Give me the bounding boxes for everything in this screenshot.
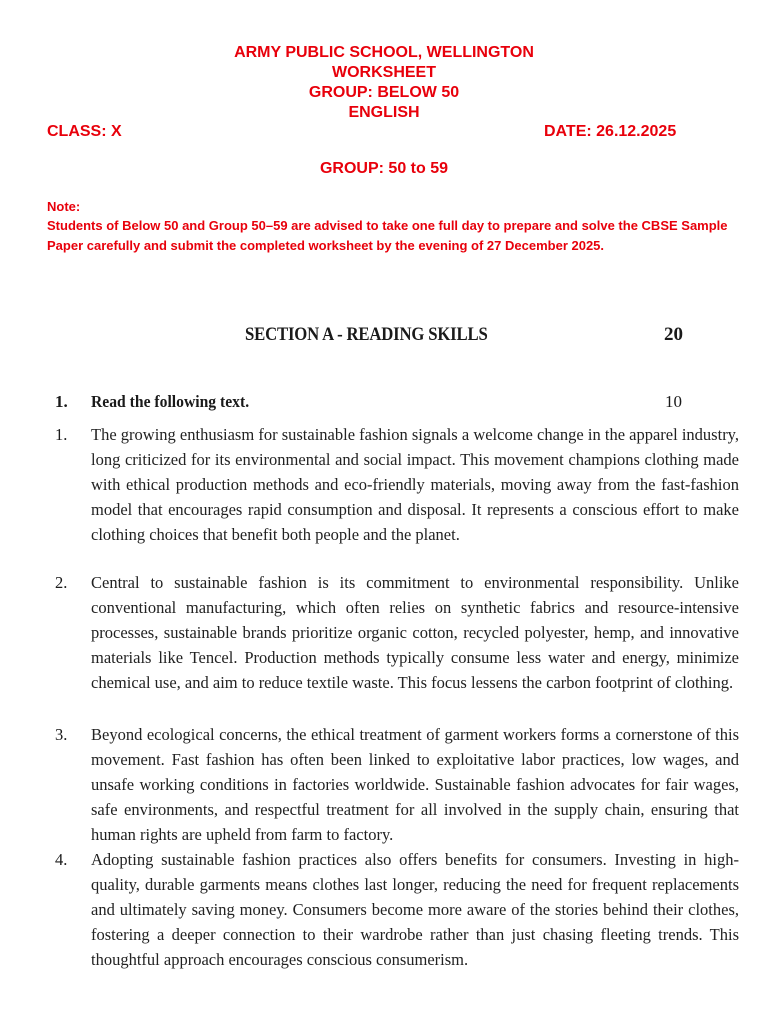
paragraph-text: Beyond ecological concerns, the ethical treatment of garment workers forms a cornerstone of this movement. Fast fashion has often been linked to exploitative labor practices, low wages, and unsafe working conditions in factories worldwide. Sustainable fashion advocates for fair wages, safe environments, and respectful treatment for all involved in the supply chain, ensuring that human rights are upheld from farm to factory. bbox=[91, 725, 739, 844]
question-number: 1. bbox=[55, 392, 68, 411]
note-text: Students of Below 50 and Group 50–59 are advised to take one full day to prepare and solve the CBSE Sample Paper carefully and submit the completed worksheet by the evening of 27 December 2025. bbox=[47, 218, 728, 253]
paragraph-number: 1. bbox=[55, 425, 68, 444]
class-label: CLASS: X bbox=[47, 123, 122, 140]
subject-heading: ENGLISH bbox=[348, 104, 420, 121]
paragraph-number: 2. bbox=[55, 573, 68, 592]
note-label: Note: bbox=[47, 199, 81, 214]
group-heading: GROUP: BELOW 50 bbox=[308, 84, 460, 101]
paragraph-text: Adopting sustainable fashion practices also offers benefits for consumers. Investing in high-quality, durable garments means clothes last longer, reducing the need for frequent replacements and ultimately saving money. Consumers become more aware of the stories behind their clothes, fostering a deeper connection to their wardrobe rather than just chasing fleeting trends. This thoughtful approach encourages conscious consumerism. bbox=[91, 850, 739, 969]
section-marks: 20 bbox=[664, 324, 683, 345]
date-label: DATE: 26.12.2025 bbox=[544, 123, 677, 140]
school-name: ARMY PUBLIC SCHOOL, WELLINGTON bbox=[234, 44, 534, 61]
question-instruction: Read the following text. bbox=[91, 392, 250, 411]
paragraph-text: The growing enthusiasm for sustainable fashion signals a welcome change in the apparel industry, long criticized for its environmental and social impact. This movement champions clothing made with ethical production methods and eco-friendly materials, moving away from the fast-fashion model that encourages rapid consumption and disposal. It represents a conscious effort to make clothing choices that benefit both people and the planet. bbox=[91, 425, 739, 544]
question-marks: 10 bbox=[665, 392, 682, 411]
paragraph-number: 4. bbox=[55, 850, 68, 869]
paragraph-number: 3. bbox=[55, 725, 68, 744]
document-type: WORKSHEET bbox=[332, 64, 436, 81]
paragraph-text: Central to sustainable fashion is its commitment to environmental responsibility. Unlike conventional manufacturing, which often relies on synthetic fabrics and resource-intensive processes, sustainable brands prioritize organic cotton, recycled polyester, hemp, and innovative materials like Tencel. Production methods typically consume less water and energy, minimize chemical use, and aim to reduce textile waste. This focus lessens the carbon footprint of clothing. bbox=[91, 573, 739, 692]
section-title: SECTION A - READING SKILLS bbox=[245, 324, 488, 345]
group-range-heading: GROUP: 50 to 59 bbox=[319, 160, 449, 177]
